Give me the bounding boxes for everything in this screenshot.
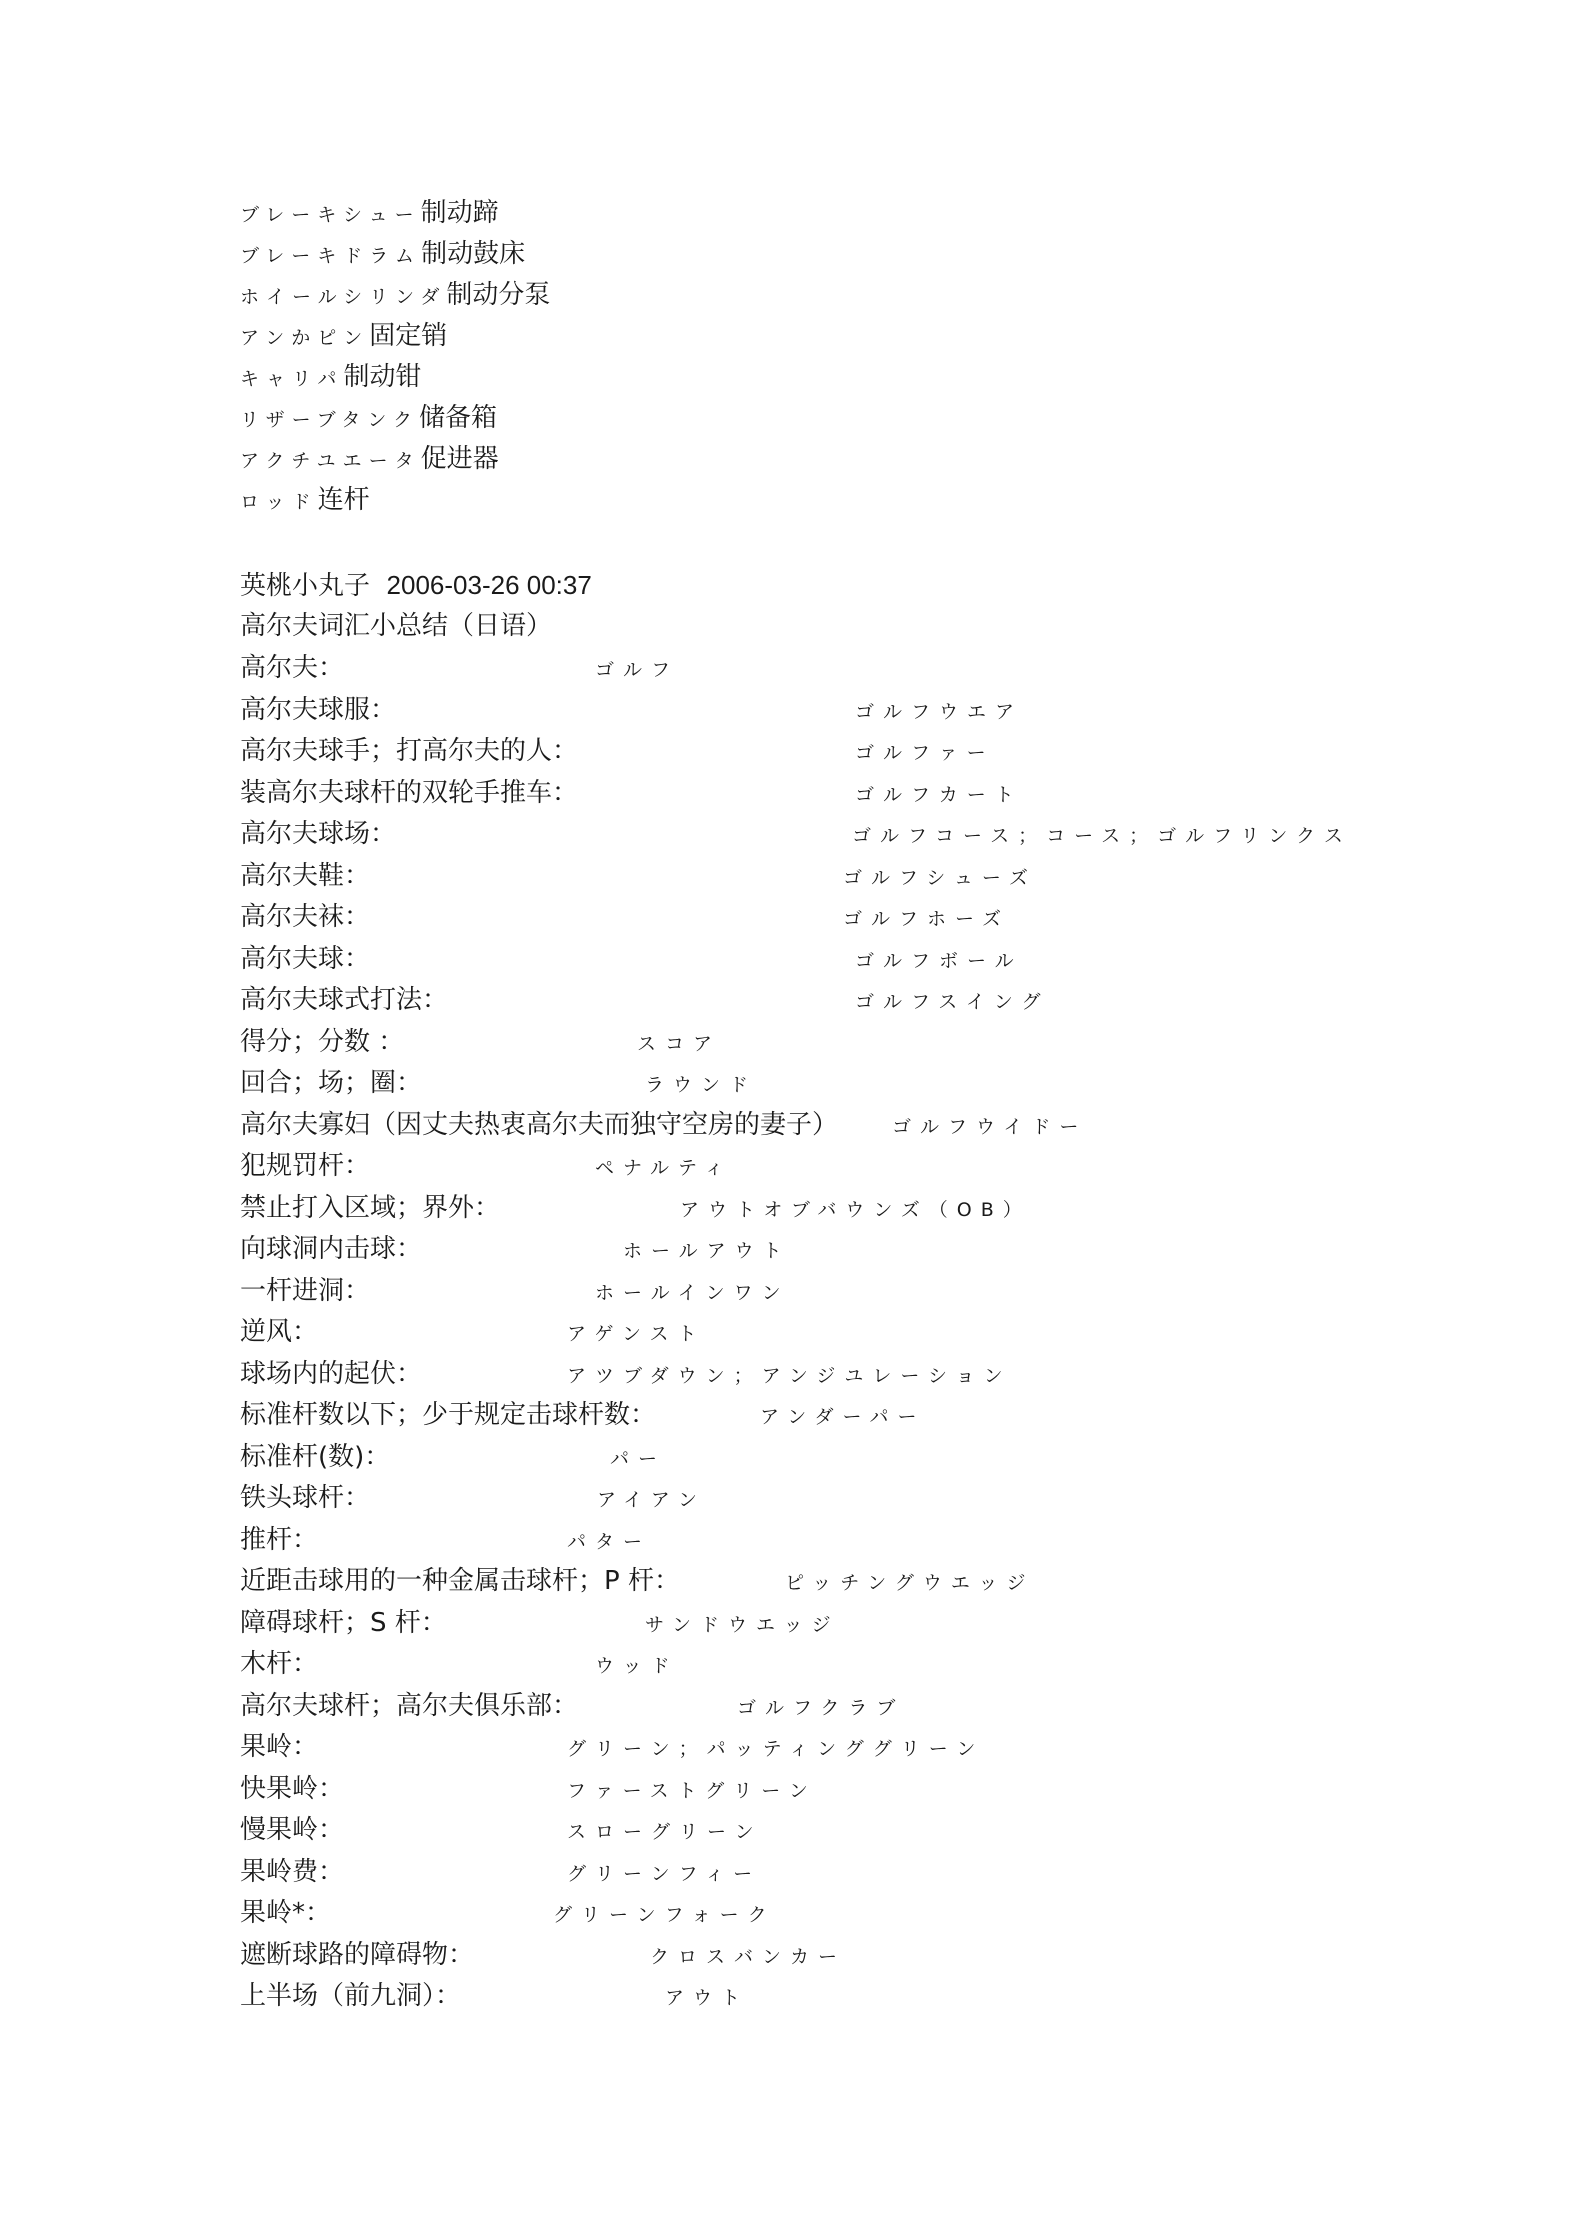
glossary-row [240,1776,1584,1816]
cn-term: 快果岭： [240,1774,345,1804]
jp-term: アウト [665,1987,750,2009]
brake-term-line [240,487,370,513]
post-title: 高尔夫词汇小总结（日语） [240,611,553,641]
jp-term: グリーン；パッティンググリーン [567,1738,985,1760]
cn-term: 向球洞内击球： [240,1234,423,1264]
post-datetime: 2006-03-26 00:37 [386,570,592,600]
jp-term: スコア [637,1033,722,1055]
cn-term: 果岭费： [240,1857,345,1887]
cn-term: 制动鼓床 [421,239,526,269]
jp-term: グリーンフォーク [553,1904,776,1926]
brake-term-line [240,323,447,349]
jp-term: ゴルフウイドー [892,1116,1088,1138]
brake-term-line [240,405,497,431]
glossary-row [240,1029,1584,1069]
glossary-row [240,1485,1584,1525]
jp-term: ゴルフスイング [855,991,1050,1013]
cn-term: 铁头球杆： [240,1483,371,1513]
jp-term: キャリパ [240,368,344,390]
cn-term: 上半场（前九洞）： [240,1981,462,2011]
glossary-row [240,1195,1584,1235]
glossary-row [240,1361,1584,1401]
cn-term: 高尔夫球： [240,944,371,974]
glossary-row [240,697,1584,737]
jp-term: ブレーキシュー [240,204,421,226]
cn-term: 逆风： [240,1317,319,1347]
cn-term: 一杆进洞： [240,1276,371,1306]
glossary-row [240,904,1584,944]
cn-term: 推杆： [240,1525,319,1555]
cn-term: 促进器 [420,444,499,474]
cn-term: 果岭： [240,1732,319,1762]
cn-term: 标准杆数以下；少于规定击球杆数： [240,1400,657,1430]
brake-term-line [240,446,499,472]
jp-term: ゴルフボール [855,950,1023,972]
cn-term: 禁止打入区域；界外： [240,1193,501,1223]
jp-term: ゴルフウエア [855,701,1024,723]
glossary-row [240,946,1584,986]
glossary-row [240,1153,1584,1193]
cn-term: 高尔夫球场： [240,819,397,849]
jp-term: ピッチングウエッジ [785,1572,1035,1594]
cn-term: 得分；分数 ： [240,1027,405,1057]
glossary-row [240,1070,1584,1110]
jp-term: ゴルフホーズ [843,908,1011,930]
cn-term: 高尔夫： [240,653,345,683]
glossary-row [240,821,1584,861]
jp-term: ゴルフシューズ [843,867,1037,889]
jp-term: ペナルティ [595,1157,733,1179]
cn-term: 高尔夫球式打法： [240,985,449,1015]
glossary-row [240,1319,1584,1359]
cn-term: 连杆 [317,485,370,515]
jp-term: ゴルファー [855,742,995,764]
jp-term: パー [610,1448,667,1470]
glossary-row [240,655,1584,695]
post-author: 英桃小丸子 [240,571,371,601]
glossary-row [240,1942,1584,1982]
glossary-row [240,1444,1584,1484]
glossary-row [240,863,1584,903]
jp-term: ロッド [240,491,318,513]
jp-term: パター [567,1531,652,1553]
cn-term: 高尔夫球手；打高尔夫的人： [240,736,579,766]
glossary-row [240,1734,1584,1774]
cn-term: 球场内的起伏： [240,1359,423,1389]
cn-term: 制动分泵 [446,280,551,310]
post-byline [240,572,592,599]
cn-term: 木杆： [240,1649,319,1679]
cn-term: 回合；场；圈： [240,1068,423,1098]
jp-term: ゴルフ [595,659,680,681]
cn-term: 障碍球杆；S 杆： [240,1608,447,1638]
glossary-row [240,1527,1584,1567]
glossary-row [240,1900,1584,1940]
jp-term: ブレーキドラム [240,245,422,267]
cn-term: 高尔夫袜： [240,902,371,932]
jp-term: スローグリーン [567,1821,763,1843]
brake-term-line [240,364,421,390]
brake-term-line [240,282,550,308]
glossary-row [240,738,1584,778]
glossary-row [240,780,1584,820]
cn-term: 制动钳 [343,362,422,392]
jp-term: ファーストグリーン [567,1780,817,1802]
brake-term-line [240,241,525,267]
glossary-row [240,1610,1584,1650]
jp-term: ゴルフカート [855,784,1023,806]
jp-term: クロスバンカー [650,1946,847,1968]
cn-term: 制动蹄 [420,198,499,228]
jp-term: ウッド [595,1655,679,1677]
glossary-row [240,1236,1584,1276]
glossary-row [240,1693,1584,1733]
cn-term: 犯规罚杆： [240,1151,371,1181]
cn-term: 固定销 [369,321,448,351]
jp-term: アクチユエータ [240,450,421,472]
jp-term: アツブダウン；アンジユレーション [567,1365,1012,1387]
cn-term: 储备箱 [418,403,497,433]
jp-term: アウトオブバウンズ（OB） [680,1199,1031,1221]
glossary-row [240,1568,1584,1608]
cn-term: 标准杆(数)： [240,1442,391,1472]
cn-term: 遮断球路的障碍物： [240,1940,475,1970]
glossary-row [240,987,1584,1027]
jp-term: リザーブタンク [240,409,419,431]
glossary-row [240,1983,1584,2023]
jp-term: ホイールシリンダ [240,286,447,308]
jp-term: グリーンフィー [567,1863,762,1885]
cn-term: 高尔夫球服： [240,695,397,725]
jp-term: アンダーパー [760,1406,926,1428]
jp-term: ゴルフコース；コース；ゴルフリンクス [852,825,1352,847]
brake-term-line [240,200,499,226]
cn-term: 果岭*： [240,1898,332,1928]
jp-term: ホールアウト [623,1240,791,1262]
jp-term: アイアン [597,1489,706,1511]
cn-term: 高尔夫球杆；高尔夫俱乐部： [240,1691,579,1721]
cn-term: 近距击球用的一种金属击球杆；P 杆： [240,1566,680,1596]
cn-term: 高尔夫寡妇（因丈夫热衷高尔夫而独守空房的妻子） [240,1110,839,1140]
jp-term: サンドウエッジ [645,1614,840,1636]
cn-term: 高尔夫鞋： [240,861,371,891]
jp-term: アンかピン [240,327,370,349]
cn-term: 慢果岭： [240,1815,345,1845]
cn-term: 装高尔夫球杆的双轮手推车： [240,778,579,808]
jp-term: ホールインワン [595,1282,790,1304]
jp-term: ラウンド [645,1074,758,1096]
jp-term: アゲンスト [567,1323,706,1345]
glossary-row [240,1278,1584,1318]
glossary-row [240,1651,1584,1691]
jp-term: ゴルフクラブ [737,1697,905,1719]
glossary-row [240,1817,1584,1857]
glossary-row [240,1402,1584,1442]
glossary-row [240,1112,1584,1152]
glossary-row [240,1859,1584,1899]
